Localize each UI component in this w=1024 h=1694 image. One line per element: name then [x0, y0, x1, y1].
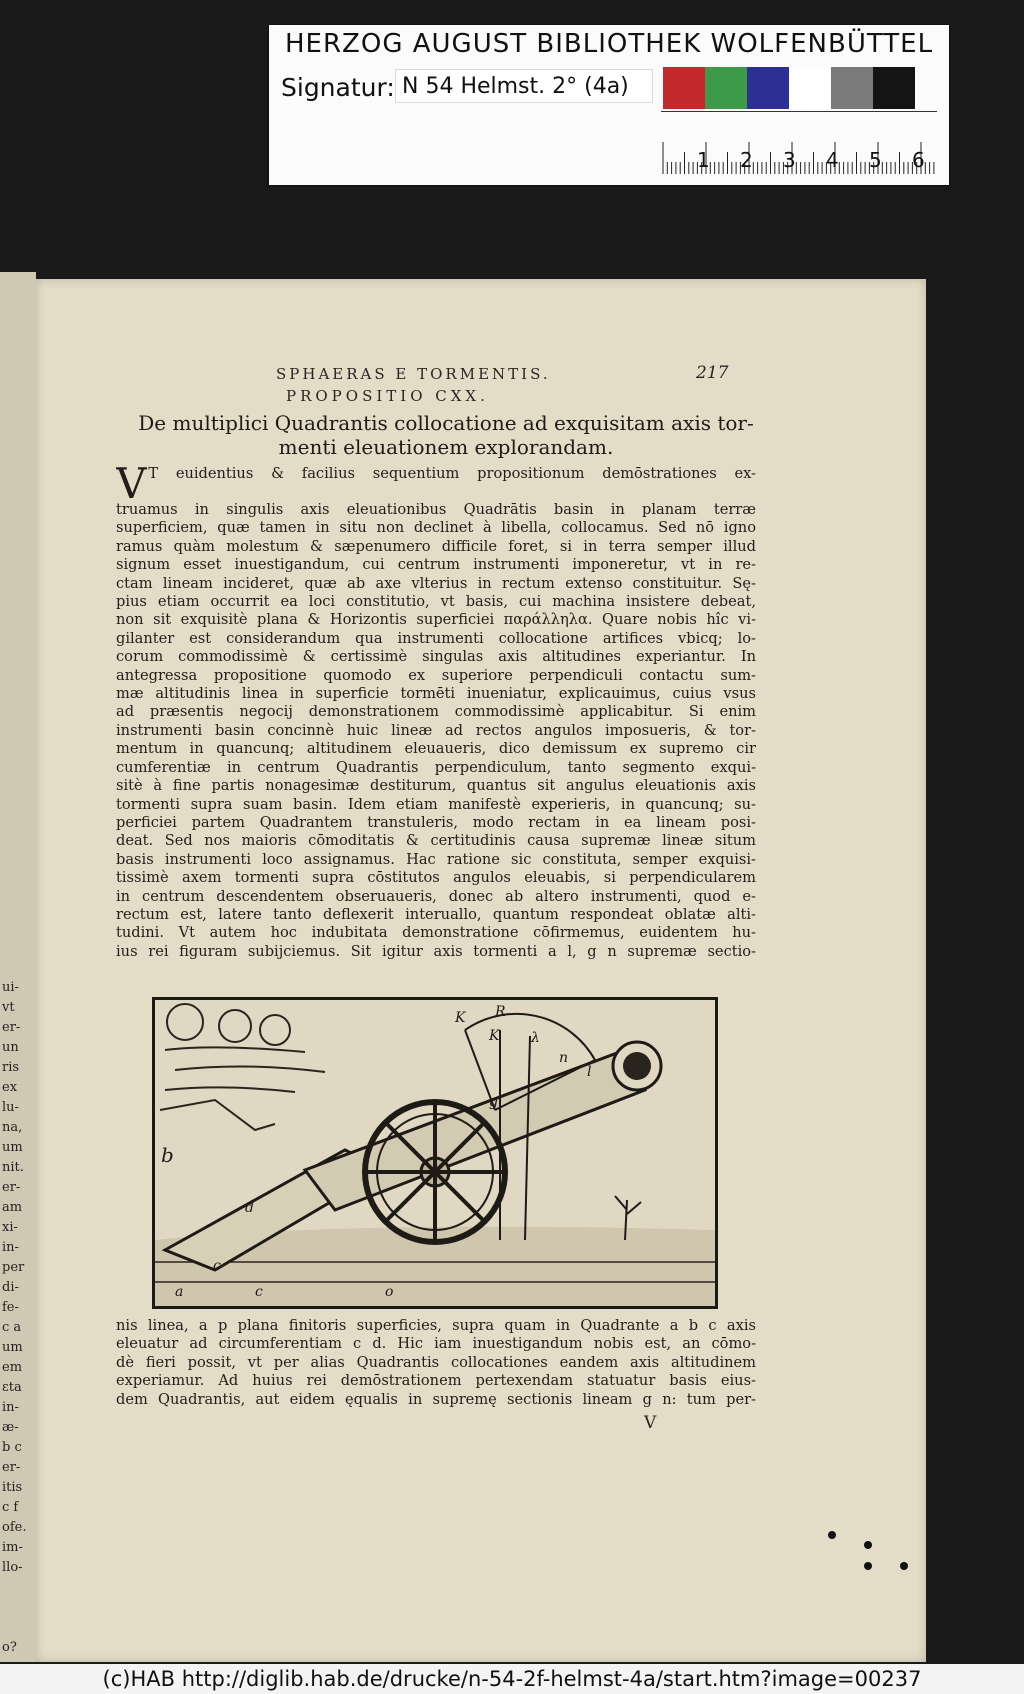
figure-letter-o: o — [385, 1284, 394, 1300]
text-line: ius rei figuram subijciemus. Sit igitur axis tormenti a l, g n supremæ sectio- — [116, 942, 756, 960]
figure-letter-c: c — [213, 1258, 221, 1274]
text-line: corum commodissimè & certissimè singulas axis altitudines experiantur. In — [116, 648, 756, 666]
margin-fragment: vt — [2, 1000, 15, 1015]
margin-fragment: xi- — [2, 1220, 18, 1235]
color-swatch — [873, 67, 915, 109]
margin-fragment: er- — [2, 1180, 21, 1195]
margin-fragment: di- — [2, 1280, 19, 1295]
text-line: non sit exquisitè plana & Horizontis superficiei παράλληλα. Quare nobis hîc vi- — [116, 611, 756, 629]
cloud-shape — [167, 1004, 203, 1040]
text-line: in centrum descendentem obseruaueris, donec ab altero instrumenti, quod e- — [116, 887, 756, 905]
text-line: ctam lineam incideret, quæ ab axe vlterius in rectum extenso constituitur. Sę- — [116, 574, 756, 592]
color-swatch — [663, 67, 705, 109]
margin-fragment: un — [2, 1040, 19, 1055]
text-line: dem Quadrantis, aut eidem ęqualis in supremę sectionis lineam g n: tum per- — [116, 1390, 756, 1408]
running-head — [276, 365, 776, 383]
margin-fragment: nit. — [2, 1160, 24, 1175]
text-line: ramus quàm molestum & sæpenumero difficile foret, si in terra semper illud — [116, 537, 756, 555]
margin-fragment: ɛta — [2, 1380, 22, 1395]
cloud-shape — [260, 1015, 290, 1045]
ruler-number: 2 — [740, 148, 753, 172]
margin-fragment: im- — [2, 1540, 23, 1555]
text-line: rectum est, latere tanto deflexerit interuallo, quantum respondeat oblatæ alti- — [116, 905, 756, 923]
signatur-label: Signatur: — [281, 73, 395, 102]
drop-cap: V — [116, 465, 147, 501]
figure-letter-k2: K — [489, 1028, 500, 1044]
color-swatch — [831, 67, 873, 109]
cloud-shape — [219, 1010, 251, 1042]
text-line: basis instrumenti loco assignamus. Hac ratione sic constituta, semper exquisi- — [116, 850, 756, 868]
text-line: signum esset inuestigandum, cui centrum instrumenti imponeretur, vt in re- — [116, 556, 756, 574]
text-line: V T euidentius & facilius sequentium propositionum demōstrationes ex- — [116, 465, 756, 501]
hill-outline — [160, 1100, 275, 1130]
figure-letter-lambda: λ — [531, 1030, 540, 1046]
figure-letter-n: n — [559, 1050, 569, 1066]
title-line: De multiplici Quadrantis collocatione ad exquisitam axis tor- — [138, 411, 754, 435]
ruler-number: 4 — [826, 148, 839, 172]
margin-fragment: fe- — [2, 1300, 19, 1315]
plumb-line — [525, 1036, 530, 1240]
text-line: tissimè axem tormenti supra cōstitutos angulos eleuabis, si perpendicularem — [116, 869, 756, 887]
title-line: menti eleuationem explorandam. — [278, 435, 614, 459]
margin-fragment — [0, 1598, 30, 1618]
text-line: perficiei partem Quadrantem transtuleris, modo rectam in ea lineam posi- — [116, 813, 756, 831]
book-page — [36, 279, 926, 1662]
margin-fragment: c a — [2, 1320, 22, 1335]
margin-fragment: æ- — [2, 1420, 19, 1435]
text-line: superficiem, quæ tamen in situ non declinet à libella, collocamus. Sed nō igno — [116, 519, 756, 537]
margin-fragment: itis — [2, 1480, 23, 1495]
margin-fragment: lu- — [2, 1100, 19, 1115]
copyright-footer: (c)HAB http://diglib.hab.de/drucke/n-54-2f-helmst-4a/start.htm?image=00237 — [0, 1664, 1024, 1694]
margin-fragment: am — [2, 1200, 23, 1215]
cannon-quadrant-illustration — [155, 1000, 715, 1306]
figure-letter-d: d — [245, 1200, 254, 1216]
text-line: pius etiam occurrit ea loci constitutio, vt basis, cui machina insistere debeat, — [116, 593, 756, 611]
margin-fragment — [0, 1618, 30, 1638]
figure-letter-c2: c — [255, 1284, 263, 1300]
figure-letter-g: g — [489, 1094, 498, 1110]
ruler-number: 1 — [697, 148, 710, 172]
color-swatch — [789, 67, 831, 109]
text-line: instrumenti basin concinnè huic lineæ ad rectos angulos imposueris, & tor- — [116, 721, 756, 739]
text-line: eleuatur ad circumferentiam c d. Hic iam inuestigandum nobis est, an cōmo- — [116, 1335, 756, 1353]
margin-fragment: ris — [2, 1060, 20, 1075]
text-line: truamus in singulis axis eleuationibus Quadrātis basin in planam terræ — [116, 501, 756, 518]
margin-fragment: na, — [2, 1120, 23, 1135]
margin-fragment: per — [2, 1260, 25, 1275]
figure-letter-k: K — [455, 1010, 466, 1026]
color-swatch — [747, 67, 789, 109]
text-line: mæ altitudinis linea in superficie tormēti inueniatur, explicauimus, cuius vsus — [116, 685, 756, 703]
body-text — [116, 465, 756, 961]
figure-letter-l: l — [587, 1064, 592, 1080]
text-line: antegressa propositione quomodo ex superiore perpendiculi contactu sum- — [116, 666, 756, 684]
page-spot — [864, 1562, 872, 1570]
margin-fragment: er- — [2, 1460, 21, 1475]
page-spot — [864, 1541, 872, 1549]
margin-fragment: er- — [2, 1020, 21, 1035]
proposition-title — [136, 411, 756, 459]
margin-fragment: o? — [2, 1640, 17, 1655]
text-line: dè fieri possit, vt per alias Quadrantis collocationes eandem axis altitudinem — [116, 1353, 756, 1371]
margin-fragment: c f — [2, 1500, 19, 1515]
margin-fragment: ui- — [2, 980, 19, 995]
muzzle-bore — [623, 1052, 651, 1080]
figure-letter-a: a — [175, 1284, 184, 1300]
sky-hatching — [165, 1047, 325, 1092]
facing-page-edge — [0, 272, 36, 1662]
wheel-spokes — [365, 1102, 505, 1242]
facing-page-text — [0, 978, 30, 1658]
margin-fragment: ex — [2, 1080, 18, 1095]
page-spot — [900, 1562, 908, 1570]
running-head-text: SPHAERAS E TORMENTIS. — [276, 365, 551, 383]
margin-fragment: llo- — [2, 1560, 23, 1575]
text-line: experiamur. Ad huius rei demōstrationem pertexendam statuatur basis eius- — [116, 1372, 756, 1390]
margin-fragment: in- — [2, 1240, 19, 1255]
margin-fragment: um — [2, 1140, 23, 1155]
margin-fragment: ofe. — [2, 1520, 27, 1535]
page-number: 217 — [696, 363, 729, 383]
text-line: ad præsentis negocij demonstrationem commodissimè applicabitur. Si enim — [116, 703, 756, 721]
text-line: tudini. Vt autem hoc indubitata demonstratione cōfirmemus, euidentem hu- — [116, 924, 756, 942]
library-name: HERZOG AUGUST BIBLIOTHEK WOLFENBÜTTEL — [285, 29, 934, 59]
text-line: nis linea, a p plana finitoris superficies, supra quam in Quadrante a b c axis — [116, 1317, 756, 1334]
text-line: tormenti supra suam basin. Idem etiam manifestè experieris, in quancunq; su- — [116, 795, 756, 813]
margin-fragment: b c — [2, 1440, 22, 1455]
margin-fragment — [0, 1578, 30, 1598]
library-label — [269, 25, 949, 185]
ruler-number: 6 — [912, 148, 925, 172]
signatur-value: N 54 Helmst. 2° (4a) — [395, 69, 653, 103]
margin-fragment: in- — [2, 1400, 19, 1415]
ruler-number: 3 — [783, 148, 796, 172]
woodcut-figure — [152, 997, 718, 1309]
text-line: deat. Sed nos maioris cōmoditatis & certitudinis causa supremæ lineæ situm — [116, 832, 756, 850]
text-line: mentum in quancunq; altitudinem eleuaueris, dico demissum ex supremo cir — [116, 740, 756, 758]
scale-ruler — [661, 111, 937, 178]
figure-letter-b: b — [161, 1143, 174, 1167]
text-line: cumferentiæ in centrum Quadrantis perpendiculum, tanto segmento exqui- — [116, 758, 756, 776]
figure-letter-r: R — [495, 1004, 506, 1020]
color-swatch — [705, 67, 747, 109]
ruler-number: 5 — [869, 148, 882, 172]
text-line: gilanter est considerandum qua instrumenti collocatione artifices vbicq; lo- — [116, 629, 756, 647]
color-calibration-strip — [663, 67, 915, 109]
text-line: sitè à fine partis nonagesimæ destiturum, quantus sit angulus eleuationis axis — [116, 777, 756, 795]
signature-mark: V — [644, 1413, 657, 1433]
page-spot — [828, 1531, 836, 1539]
margin-fragment: um — [2, 1340, 23, 1355]
margin-fragment: em — [2, 1360, 23, 1375]
body-text-continued — [116, 1317, 756, 1409]
proposition-heading: PROPOSITIO CXX. — [286, 387, 489, 405]
